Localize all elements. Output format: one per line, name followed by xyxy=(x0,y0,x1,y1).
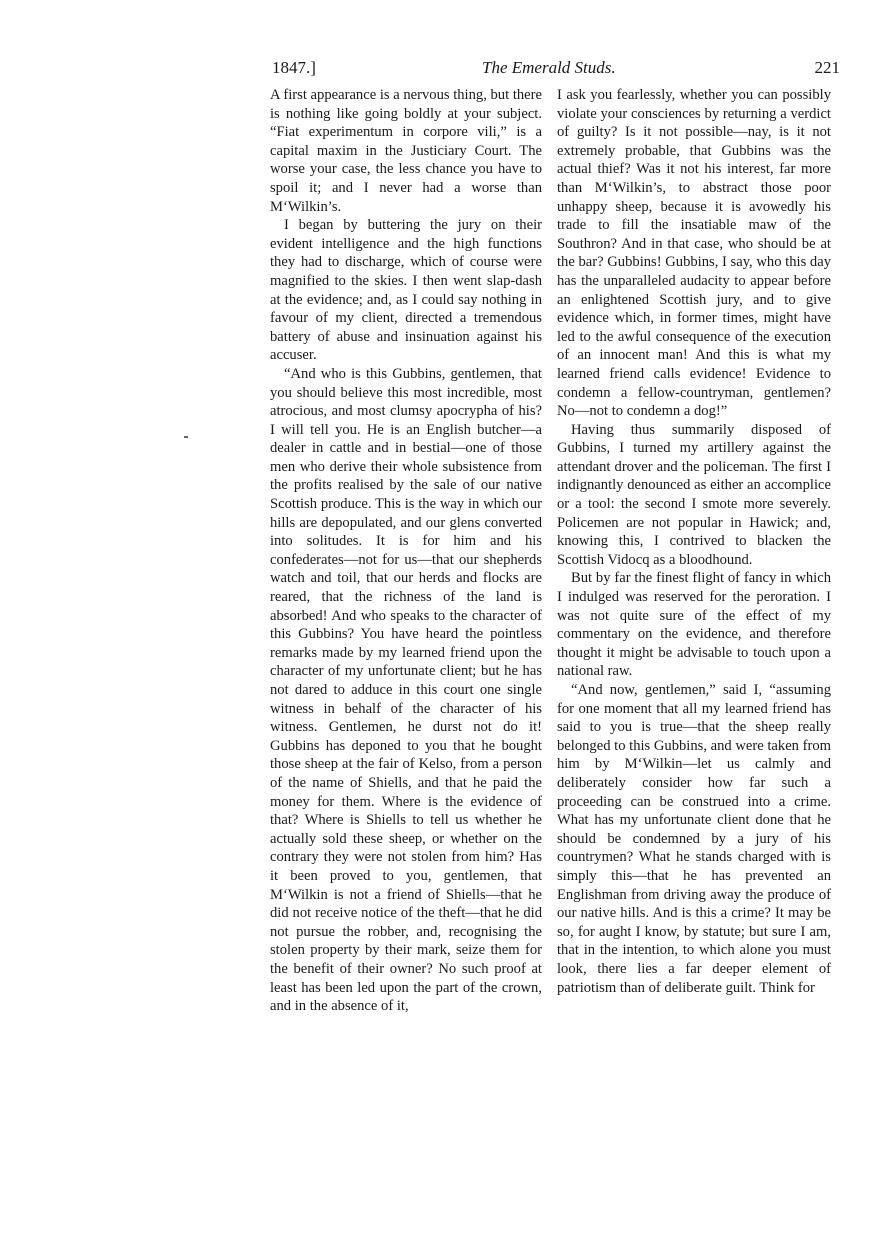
paragraph: “And now, gentlemen,” said I, “assuming for one moment that all my learned friend has said to you is true—that the sheep really belonged to this Gubbins, and were taken from him by M‘Wilkin—let us calmly and deliberately consider how far such a proceeding can be construed into a crime. What has my unfortunate client done that he should be condemned by a jury of his countrymen? What he stands charged with is simply this—that he has prevented an Englishman from driving away the produce of our native hills. And is this a crime? It may be so, for aught I know, by statute; but sure I am, that in the intention, to which alone you must look, there lies a far deeper element of patriotism than of deliberate guilt. Think for xyxy=(557,682,831,996)
paragraph: “And who is this Gubbins, gentlemen, that you should believe this most incredible, most atrocious, and most clumsy apocrypha of his? I will tell you. He is an English butcher—a dealer in cattle and in bestial—one of those men who derive their whole subsistence from the profits realised by the sale of our native Scottish produce. This is the way in which our hills are depopulated, and our glens converted into solitudes. It is for him and his confederates—not for us—that our shepherds watch and toil, that our herds and flocks are reared, that the richness of the land is absorbed! And who speaks to the character of this Gubbins? You have heard the pointless remarks made by my learned friend upon the character of my unfortunate client; but he has not dared to adduce in this court one single witness in behalf of the character of his witness. Gentlemen, he durst not do it! Gubbins has deponed to you that he bought those sheep at the fair of Kelso, from a person of the name of Shiells, and that he paid the money for them. Where is the evidence of that? Where is Shiells to tell us whether he actually sold these sheep, or whether on the contrary they were not stolen from him? Has it been proved to you, gentlemen, that M‘Wilkin is not a friend of Shiells—that he did not receive notice of the theft—that he did not pursue the robber, and, recognising the stolen property by their mark, seize them for the benefit of their owner? No such proof at least has been led upon the part of the crown, and in the absence of it, xyxy=(270,365,542,1015)
paragraph: But by far the finest flight of fancy in which I indulged was reserved for the peroration. I was not quite sure of the effect of my commentary on the evidence, and therefore thought it might be advisable to touch upon a national raw. xyxy=(557,570,831,680)
page-number: 221 xyxy=(814,58,840,77)
running-head-title: The Emerald Studs. xyxy=(482,58,616,77)
running-head xyxy=(272,58,840,82)
paragraph: Having thus summarily disposed of Gubbins, I turned my artillery against the attendant drover and the policeman. The first I indignantly denounced as either an accomplice or a tool: the second I smote more severely. Policemen are not popular in Hawick; and, knowing this, I contrived to blacken the Scottish Vidocq as a bloodhound. xyxy=(557,421,831,568)
paragraph: I began by buttering the jury on their evident intelligence and the high functions they had to discharge, which of course were magnified to the skies. I then went slap-dash at the evidence; and, as I could say nothing in favour of my client, directed a tremendous battery of abuse and insinuation against his accuser. xyxy=(270,217,542,364)
running-head-year: 1847.] xyxy=(272,58,316,77)
paragraph: I ask you fearlessly, whether you can possibly violate your consciences by returning a verdict of guilty? Is it not possible—nay, is it not extremely probable, that Gubbins was the actual thief? Was it not his interest, far more than M‘Wilkin’s, to abstract those poor unhappy sheep, because it is avowedly his trade to fill the insatiable maw of the Southron? And in that case, who should be at the bar? Gubbins! Gubbins, I say, who this day has the unparalleled audacity to appear before an enlightened Scottish jury, and to give evidence which, in former times, might have led to the awful consequence of the execution of an innocent man! And this is what my learned friend calls evidence! Evidence to condemn a fellow-countryman, gentlemen? No—not to condemn a dog!” xyxy=(557,87,831,420)
right-column xyxy=(557,86,831,997)
margin-mark xyxy=(184,436,188,438)
paragraph: A first appearance is a nervous thing, but there is nothing like going boldly at your subject. “Fiat experimentum in corpore vili,” is a capital maxim in the Justiciary Court. The worse your case, the less chance you have to spoil it; and I never had a worse than M‘Wilkin’s. xyxy=(270,87,542,215)
left-column xyxy=(270,86,542,1016)
